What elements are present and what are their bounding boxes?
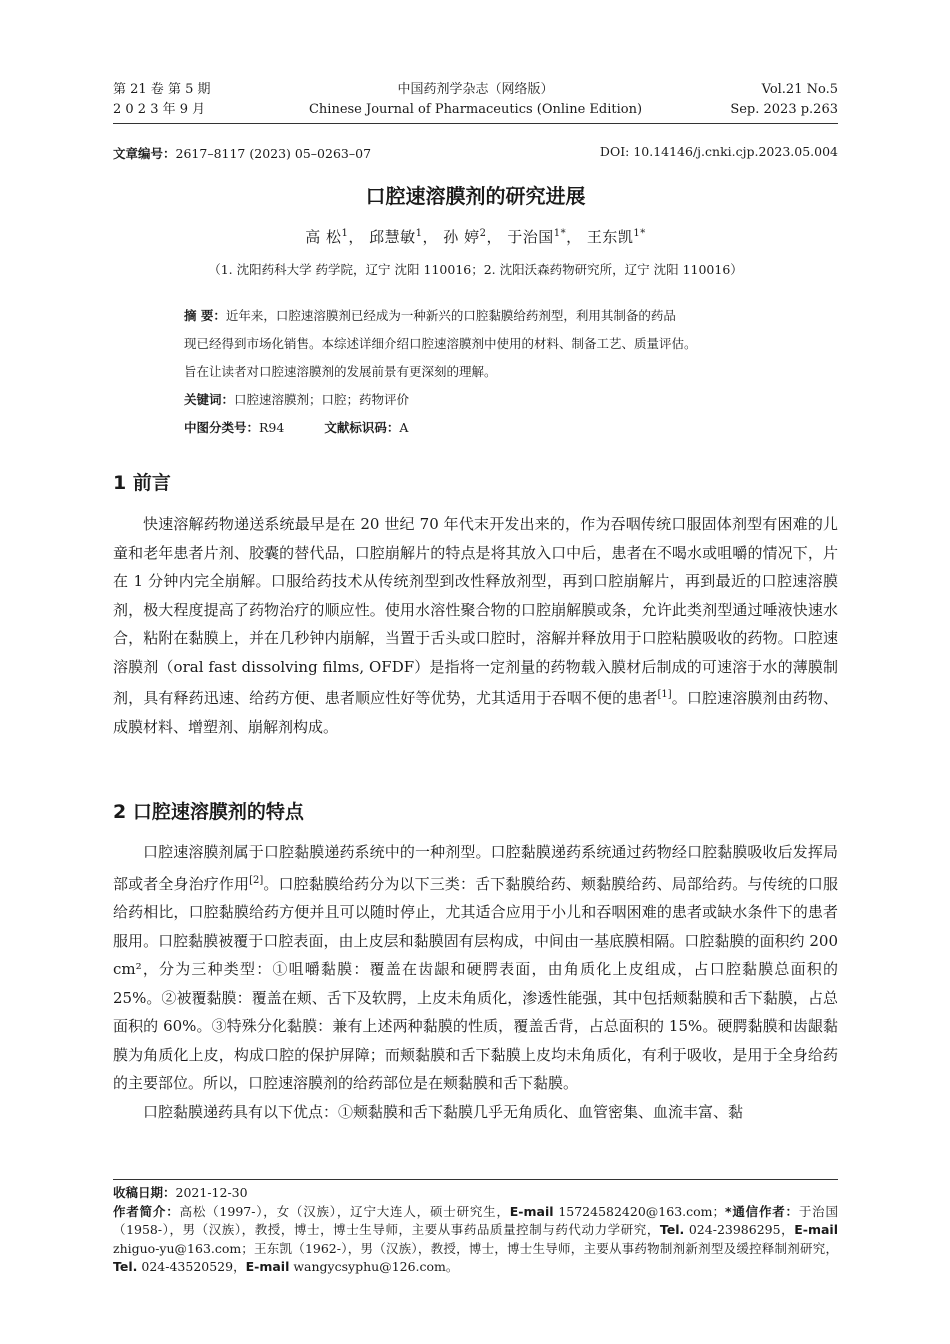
author-name: 王东凯 <box>586 228 634 246</box>
footnote <box>113 1184 838 1277</box>
author-affiliation-mark: 1 <box>415 228 423 239</box>
section-body <box>113 838 838 1126</box>
author-name: 高 松 <box>305 228 342 246</box>
corresponding-label: *通信作者： <box>725 1203 799 1219</box>
tel-label: Tel. <box>659 1222 685 1237</box>
citation-ref: [1] <box>657 689 672 700</box>
page-en: Sep. 2023 p.263 <box>730 102 838 117</box>
keywords-line <box>184 386 784 414</box>
paragraph: 口腔黏膜递药具有以下优点：①颊黏膜和舌下黏膜几乎无角质化、血管密集、血流丰富、黏 <box>143 1102 744 1121</box>
section-body <box>113 510 838 741</box>
clc-label: 中图分类号： <box>184 420 260 435</box>
issue-date: 2 0 2 3 年 9 月 <box>113 102 206 117</box>
author-affiliation-mark: 1 <box>341 228 349 239</box>
author-bio <box>113 1203 838 1277</box>
paragraph-text: 。口腔黏膜给药分为以下三类：舌下黏膜给药、颊黏膜给药、局部给药。与传统的口服给药相比，口腔黏膜给药方便并且可以随时停止，尤其适合应用于小儿和吞咽困难的患者或缺水条件下的患者服用。口腔黏膜被覆于口腔表面，由上皮层和黏膜固有层构成，中间由一基底膜相隔。口腔黏膜的面积约 200 cm²，分为三种类型：①咀嚼黏膜：覆盖在齿龈和硬腭表面，由角质化上皮组成，占口腔黏膜总面积的 25%。②被覆黏膜：覆盖在颊、舌下及软腭，上皮未角质化，渗透性能强，其中包括颊黏膜和舌下黏膜，占总面积的 60%。③特殊分化黏膜：兼有上述两种黏膜的性质，覆盖舌背，占总面积的 15%。硬腭黏膜和齿龈黏膜为角质化上皮，构成口腔的保护屏障；而颊黏膜和舌下黏膜上皮均未角质化，有利于吸收，是用于全身给药的主要部位。所以，口腔速溶膜剂的给药部位是在颊黏膜和舌下黏膜。 <box>113 874 838 1092</box>
email-value: 15724582420@163.com； <box>558 1203 726 1219</box>
journal-name-cn: 中国药剂学杂志（网络版） <box>397 82 554 97</box>
author-name: 于治国 <box>507 228 554 246</box>
header-right <box>730 80 838 120</box>
abstract-line: 现已经得到市场化销售。本综述详细介绍口腔速溶膜剂中使用的材料、制备工艺、质量评估。 <box>184 336 697 351</box>
citation-ref: [2] <box>249 874 264 886</box>
author-name: 邱慧敏 <box>369 228 416 246</box>
author-affiliation-mark: 1* <box>553 228 567 239</box>
classification-line <box>184 414 784 442</box>
running-header <box>113 80 838 122</box>
received-label: 收稿日期： <box>113 1185 176 1200</box>
affiliations: （1. 沈阳药科大学 药学院，辽宁 沈阳 110016；2. 沈阳沃森药物研究所，辽宁 沈阳 110016） <box>208 262 743 277</box>
keywords: 口腔速溶膜剂；口腔；药物评价 <box>234 392 410 407</box>
author-name: 孙 婷 <box>443 228 480 246</box>
abstract-line <box>184 302 784 330</box>
header-divider <box>113 123 838 124</box>
abstract-label: 摘 要： <box>184 308 226 323</box>
bio-label: 作者简介： <box>113 1203 180 1219</box>
bio-text: 王东凯（1962-），男（汉族），教授，博士，博士生导师，主要从事药物制剂新剂型及缓控释制剂研究， <box>253 1240 838 1256</box>
paragraph-text: 。口腔速溶膜剂由药物、成膜材料、增塑剂、崩解剂构成。 <box>113 689 838 736</box>
keywords-label: 关键词： <box>184 392 235 407</box>
tel-label: Tel. <box>113 1259 138 1274</box>
email-label: E-mail <box>794 1222 838 1237</box>
doc-code-value: A <box>399 420 409 435</box>
doi: DOI: 10.14146/j.cnki.cjp.2023.05.004 <box>599 144 838 159</box>
tel-value: 024-43520529， <box>141 1259 246 1274</box>
abstract-line: 旨在让读者对口腔速溶膜剂的发展前景有更深刻的理解。 <box>184 364 497 379</box>
received-date <box>113 1184 838 1203</box>
header-center <box>113 80 838 120</box>
author-list: 高 松$^1$， 邱慧敏$^1$， 孙 婷$^2$， 于治国$^{1*}$， 王东凯$^{1*}$ <box>305 228 646 246</box>
paragraph <box>113 510 838 741</box>
doc-code-label: 文献标识码： <box>324 420 400 435</box>
paragraph-text: 快速溶解药物递送系统最早是在 20 世纪 70 年代末开发出来的，作为吞咽传统口服固体剂型有困难的儿童和老年患者片剂、胶囊的替代品，口腔崩解片的特点是将其放入口中后，患者在不喝水或咀嚼的情况下，片在 1 分钟内完全崩解。口服给药技术从传统剂型到改性释放剂型，再到口腔崩解片，再到最近的口腔速溶膜剂，极大程度提高了药物治疗的顺应性。使用水溶性聚合物的口腔崩解膜或条，允许此类剂型通过唾液快速水合，粘附在黏膜上，并在几秒钟内崩解，当置于舌头或口腔时，溶解并释放用于口腔粘膜吸收的药物。口腔速溶膜剂（oral fast dissolving films, OFDF）是指将一定剂量的药物载入膜材后制成的可速溶于水的薄膜制剂，具有释药迅速、给药方便、患者顺应性好等优势，尤其适用于吞咽不便的患者 <box>113 515 838 707</box>
article-number-label: 文章编号： <box>113 146 176 161</box>
bio-text: 高松（1997-），女（汉族），辽宁大连人，硕士研究生， <box>179 1203 510 1219</box>
journal-name-en: Chinese Journal of Pharmaceutics (Online Edition) <box>308 102 643 117</box>
author-affiliation-mark: 2 <box>479 228 487 239</box>
paragraph-text: 口腔速溶膜剂属于口腔黏膜递药系统中的一种剂型。口腔黏膜递药系统通过药物经口腔黏膜吸收后发挥局部或者全身治疗作用 <box>113 843 838 893</box>
abstract-block <box>184 302 784 442</box>
email-value: zhiguo-yu@163.com； <box>113 1240 254 1256</box>
received-value: 2021-12-30 <box>175 1185 248 1200</box>
article-number-value: 2617–8117 (2023) 05–0263–07 <box>175 146 372 161</box>
volume-en: Vol.21 No.5 <box>761 82 838 97</box>
footnote-divider <box>113 1179 838 1180</box>
clc-value: R94 <box>259 420 285 435</box>
paragraph <box>113 838 838 1098</box>
abstract-text: 近年来，口腔速溶膜剂已经成为一种新兴的口腔黏膜给药剂型，利用其制备的药品 <box>225 308 676 323</box>
volume-issue: 第 21 卷 第 5 期 <box>113 82 211 97</box>
section-heading: 1 前言 <box>113 472 171 494</box>
author-affiliation-mark: 1* <box>633 228 646 239</box>
email-label: E-mail <box>509 1203 554 1219</box>
bio-text: 于治国（1958-），男（汉族），教授，博士，博士生导师，主要从事药品质量控制与药代动力学研究， <box>113 1203 838 1237</box>
article-title: 口腔速溶膜剂的研究进展 <box>365 184 586 208</box>
article-number <box>113 144 371 162</box>
section-heading: 2 口腔速溶膜剂的特点 <box>113 801 304 823</box>
email-label: E-mail <box>245 1259 290 1274</box>
email-value: wangycsyphu@126.com。 <box>293 1259 459 1274</box>
tel-value: 024-23986295， <box>688 1222 795 1237</box>
